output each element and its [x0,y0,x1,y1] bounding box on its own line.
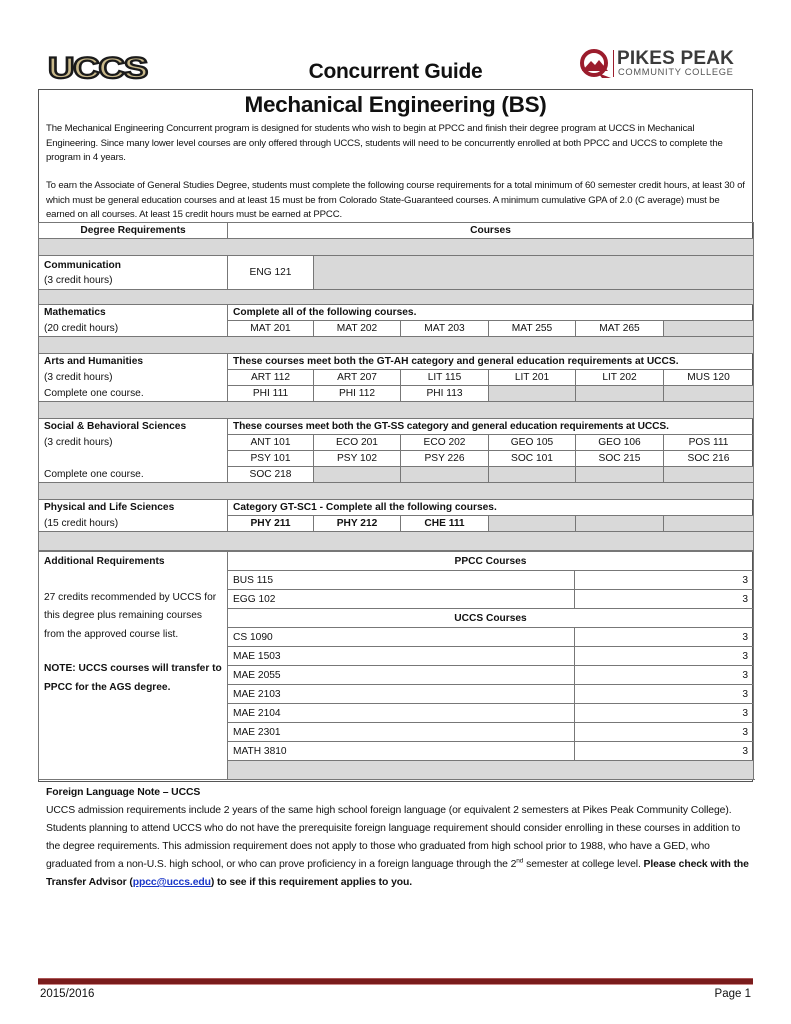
requirement-note: Complete one course. [39,386,228,402]
course-cell: PSY 226 [401,451,489,467]
ordinal-superscript: nd [516,857,524,865]
empty-course-cell [314,467,401,483]
requirement-name: Additional Requirements [44,556,165,567]
course-cell: LIT 201 [489,370,576,386]
empty-course-cell [489,386,576,402]
requirement-communication [39,256,228,290]
course-credits: 3 [575,723,754,742]
empty-course-cell [576,467,664,483]
empty-course-cell [314,256,754,290]
footer-rule [38,978,753,985]
empty-course-cell [489,516,576,532]
ppcc-logo-name: PIKES PEAK [617,48,735,69]
instruction-text: Category GT-SC1 - Complete all the following courses. [228,500,754,516]
course-cell: PHI 113 [401,386,489,402]
advisor-text: Please check with the Transfer Advisor ( [46,859,749,888]
table-row-arts [39,354,754,370]
foreign-language-body [46,802,751,892]
foreign-language-heading: Foreign Language Note – UCCS [46,787,201,798]
table-row-social-courses-2 [39,451,754,467]
spacer-row [39,402,754,419]
header-courses: Courses [228,223,754,239]
foreign-language-note [46,784,751,892]
course-cell: ENG 121 [228,256,314,290]
spacer-row [39,483,754,500]
table-row-social-courses-3 [39,467,754,483]
course-cell: MAT 202 [314,321,401,337]
ppcc-courses-header: PPCC Courses [228,552,754,571]
empty-course-cell [664,386,754,402]
requirement-name: Communication [44,259,121,271]
course-cell: SOC 101 [489,451,576,467]
empty-course-cell [664,467,754,483]
requirement-name: Mathematics [39,305,228,321]
course-cell: PHY 211 [228,516,314,532]
requirement-credits: (3 credit hours) [44,274,113,286]
spacer-row [39,532,754,551]
course-name: BUS 115 [228,571,575,590]
table-row-science-courses [39,516,754,532]
course-credits: 3 [575,685,754,704]
table-row-social-courses-1 [39,435,754,451]
course-cell: MAT 201 [228,321,314,337]
empty-course-cell [664,516,754,532]
course-cell: LIT 115 [401,370,489,386]
table-row-ppcc-header [39,552,754,571]
course-cell: GEO 105 [489,435,576,451]
spacer-row [39,239,754,256]
course-cell: SOC 216 [664,451,754,467]
svg-text:UCCS: UCCS [48,52,147,82]
course-name: MATH 3810 [228,742,575,761]
table-row-mathematics [39,305,754,321]
course-credits: 3 [575,590,754,609]
table-row-communication [39,256,754,290]
requirements-table [38,222,753,780]
footer-page-number: Page 1 [714,988,751,1000]
empty-course-cell [576,516,664,532]
requirement-credits: (3 credit hours) [39,370,228,386]
table-row-arts-courses-1 [39,370,754,386]
empty-course-cell [664,321,754,337]
page-title: Concurrent Guide [308,60,483,83]
table-row-arts-courses-2 [39,386,754,402]
intro-paragraph-1: The Mechanical Engineering Concurrent program is designed for students who wish to begin at PPCC and finish their degree program at UCCS in Mechanical Engineering. Since many lower level courses are only offered through UCCS, students will need to be concurrently enrolled at both PPCC and UCCS to complete the program in 4 years. [46,123,723,163]
course-cell: ANT 101 [228,435,314,451]
course-cell: ECO 201 [314,435,401,451]
body-text: semester at college level. [523,859,644,870]
course-name: MAE 2055 [228,666,575,685]
spacer-row [39,290,754,305]
additional-requirements-cell [39,552,228,780]
instruction-text: These courses meet both the GT-SS category and general education requirements at UCCS. [228,419,754,435]
course-cell: MUS 120 [664,370,754,386]
advisor-text-end: ) to see if this requirement applies to you. [210,877,413,888]
requirement-name: Social & Behavioral Sciences [39,419,228,435]
course-cell: PSY 101 [228,451,314,467]
instruction-text: Complete all of the following courses. [228,305,754,321]
additional-note: NOTE: UCCS courses will transfer to PPCC for the AGS degree. [44,663,222,693]
course-cell: MAT 265 [576,321,664,337]
spacer-row [39,337,754,354]
table-row-science [39,500,754,516]
body-text: UCCS admission requirements include 2 years of the same high school foreign language (or equivalent 2 semesters at Pikes Peak Community College). Students planning to attend UCCS who do not have the prerequisite foreign language requirement should consider enrolling in these courses in addition to the degree requirements. This admission requirement does not apply to those who graduated from high school prior to 1988, who have a GED, who graduated from a non-U.S. high school, or who can prove proficiency in a foreign language through the 2 [46,805,741,870]
requirement-credits: (20 credit hours) [39,321,228,337]
course-cell: PSY 102 [314,451,401,467]
course-name: MAE 2301 [228,723,575,742]
course-name: MAE 1503 [228,647,575,666]
blank-cell [39,451,228,467]
program-title: Mechanical Engineering (BS) [244,92,547,117]
additional-description: 27 credits recommended by UCCS for this degree plus remaining courses from the approved course list. [44,591,217,640]
advisor-email-link[interactable]: ppcc@uccs.edu [132,877,211,888]
course-cell: ART 207 [314,370,401,386]
requirement-name: Physical and Life Sciences [39,500,228,516]
course-cell: CHE 111 [401,516,489,532]
additional-requirements-table [38,551,754,780]
course-credits: 3 [575,666,754,685]
requirement-credits: (3 credit hours) [39,435,228,451]
course-name: MAE 2104 [228,704,575,723]
requirement-note: Complete one course. [39,467,228,483]
ppcc-logo-subtitle: COMMUNITY COLLEGE [618,67,734,77]
course-cell: MAT 255 [489,321,576,337]
course-cell: GEO 106 [576,435,664,451]
course-credits: 3 [575,571,754,590]
requirement-name: Arts and Humanities [39,354,228,370]
empty-course-cell [401,467,489,483]
course-cell: ART 112 [228,370,314,386]
instruction-text: These courses meet both the GT-AH category and general education requirements at UCCS. [228,354,754,370]
table-row-social [39,419,754,435]
table-row-mathematics-courses [39,321,754,337]
course-credits: 3 [575,704,754,723]
course-cell: PHI 111 [228,386,314,402]
course-name: EGG 102 [228,590,575,609]
course-cell: SOC 218 [228,467,314,483]
header-degree-requirements: Degree Requirements [39,223,228,239]
course-name: MAE 2103 [228,685,575,704]
empty-course-cell [489,467,576,483]
course-cell: POS 111 [664,435,754,451]
uccs-courses-header: UCCS Courses [228,609,754,628]
course-cell: ECO 202 [401,435,489,451]
course-cell: MAT 203 [401,321,489,337]
course-cell: LIT 202 [576,370,664,386]
course-cell: PHY 212 [314,516,401,532]
table-header-row [39,223,754,239]
course-name: CS 1090 [228,628,575,647]
course-cell: PHI 112 [314,386,401,402]
footer-year: 2015/2016 [40,988,95,1000]
empty-course-cell [576,386,664,402]
course-credits: 3 [575,628,754,647]
intro-paragraph-2: To earn the Associate of General Studies Degree, students must complete the following course requirements for a total minimum of 60 semester credit hours, at least 30 of which must be general education courses and at least 15 must be from Colorado State-Guaranteed courses. A minimum cumulative GPA of 2.0 (C average) must be earned on all courses. At least 15 credit hours must be earned at PPCC. [46,180,745,220]
course-cell: SOC 215 [576,451,664,467]
course-credits: 3 [575,742,754,761]
requirement-credits: (15 credit hours) [39,516,228,532]
course-credits: 3 [575,647,754,666]
